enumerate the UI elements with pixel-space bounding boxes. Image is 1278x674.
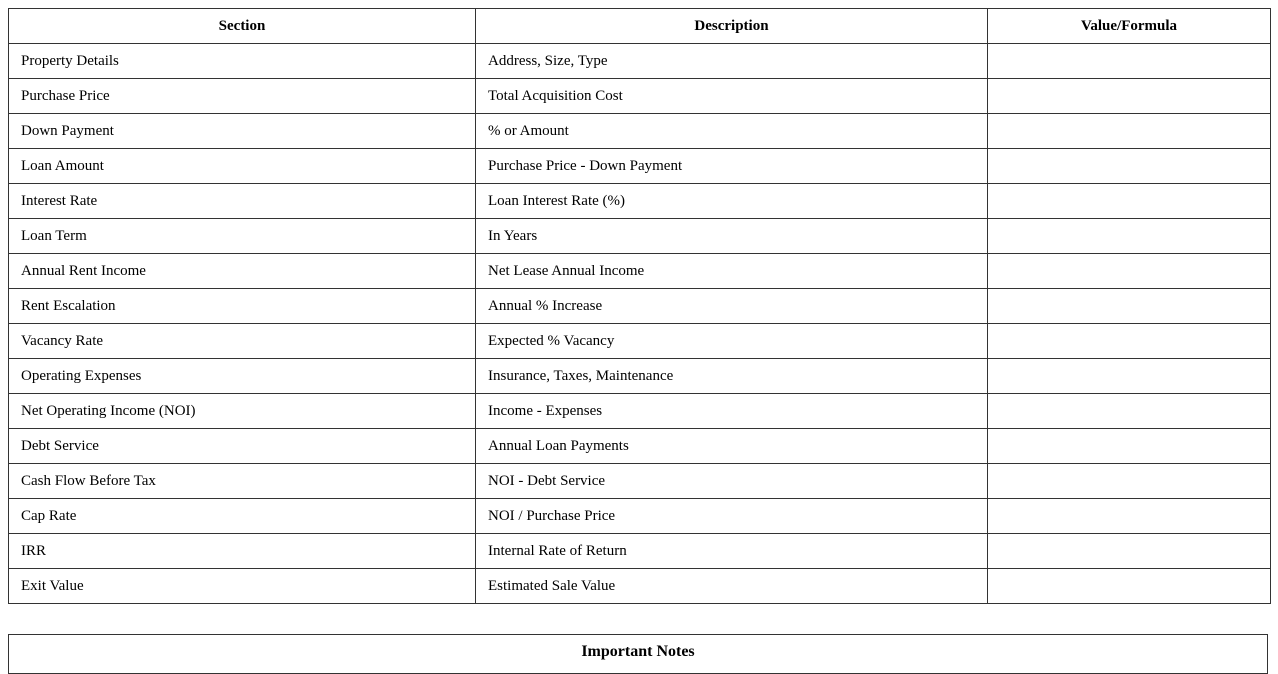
section-cell: Loan Amount [9,149,476,184]
section-cell: Loan Term [9,219,476,254]
table-body [9,44,1271,604]
section-cell: Cap Rate [9,499,476,534]
value-cell[interactable] [988,114,1271,149]
section-cell: Cash Flow Before Tax [9,464,476,499]
section-cell: Exit Value [9,569,476,604]
table-row [9,184,1271,219]
table-row [9,394,1271,429]
description-cell: Insurance, Taxes, Maintenance [476,359,988,394]
section-cell: Property Details [9,44,476,79]
value-cell[interactable] [988,324,1271,359]
table-row [9,534,1271,569]
section-cell: Purchase Price [9,79,476,114]
description-cell: Annual Loan Payments [476,429,988,464]
value-cell[interactable] [988,254,1271,289]
value-cell[interactable] [988,499,1271,534]
description-cell: Internal Rate of Return [476,534,988,569]
table-header-row [9,9,1271,44]
value-cell[interactable] [988,184,1271,219]
table-row [9,429,1271,464]
value-cell[interactable] [988,79,1271,114]
description-cell: Loan Interest Rate (%) [476,184,988,219]
value-cell[interactable] [988,359,1271,394]
description-cell: % or Amount [476,114,988,149]
description-cell: Address, Size, Type [476,44,988,79]
table-row [9,289,1271,324]
section-cell: Rent Escalation [9,289,476,324]
section-cell: Down Payment [9,114,476,149]
value-cell[interactable] [988,289,1271,324]
header-description: Description [476,9,988,44]
table-row [9,149,1271,184]
table-row [9,569,1271,604]
important-notes-title: Important Notes [581,643,695,660]
section-cell: Interest Rate [9,184,476,219]
value-cell[interactable] [988,569,1271,604]
financial-model-table [8,8,1271,604]
table-row [9,359,1271,394]
header-section: Section [9,9,476,44]
value-cell[interactable] [988,464,1271,499]
section-cell: Operating Expenses [9,359,476,394]
description-cell: Purchase Price - Down Payment [476,149,988,184]
table-row [9,324,1271,359]
section-cell: Annual Rent Income [9,254,476,289]
table-row [9,499,1271,534]
description-cell: In Years [476,219,988,254]
value-cell[interactable] [988,149,1271,184]
section-cell: IRR [9,534,476,569]
table-row [9,114,1271,149]
description-cell: Income - Expenses [476,394,988,429]
description-cell: Annual % Increase [476,289,988,324]
value-cell[interactable] [988,394,1271,429]
table-row [9,254,1271,289]
section-cell: Debt Service [9,429,476,464]
description-cell: Estimated Sale Value [476,569,988,604]
section-cell: Vacancy Rate [9,324,476,359]
value-cell[interactable] [988,429,1271,464]
important-notes-box [8,634,1268,674]
table-row [9,44,1271,79]
table-row [9,464,1271,499]
header-value-formula: Value/Formula [988,9,1271,44]
value-cell[interactable] [988,44,1271,79]
section-cell: Net Operating Income (NOI) [9,394,476,429]
value-cell[interactable] [988,534,1271,569]
table-row [9,79,1271,114]
financial-model-container [8,8,1270,604]
table-row [9,219,1271,254]
description-cell: Expected % Vacancy [476,324,988,359]
description-cell: NOI / Purchase Price [476,499,988,534]
description-cell: Net Lease Annual Income [476,254,988,289]
value-cell[interactable] [988,219,1271,254]
description-cell: Total Acquisition Cost [476,79,988,114]
description-cell: NOI - Debt Service [476,464,988,499]
